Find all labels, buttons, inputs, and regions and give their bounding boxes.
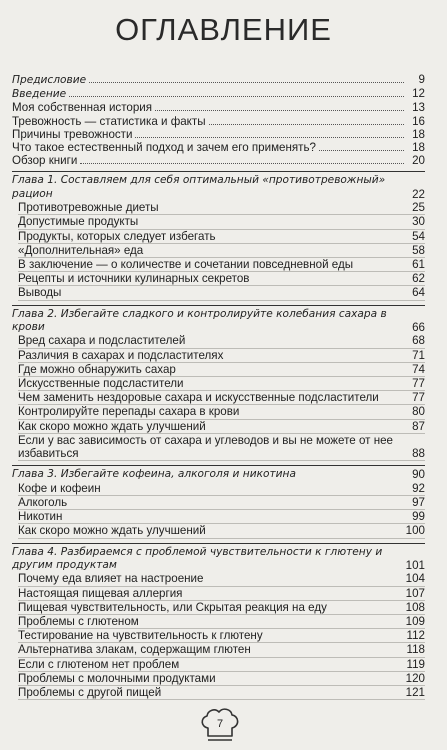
dot-leader bbox=[155, 110, 404, 111]
chapter-title: Глава 2. Избегайте сладкого и контролируйте колебания сахара в крови bbox=[12, 307, 387, 334]
chapter-block bbox=[12, 171, 425, 300]
entry-page: 120 bbox=[405, 671, 425, 685]
entry-page: 61 bbox=[412, 258, 425, 272]
entry-page: 77 bbox=[412, 377, 425, 391]
entry-page: 74 bbox=[412, 362, 425, 376]
entry-title: Рецепты и источники кулинарных секретов bbox=[18, 272, 250, 286]
toc-entry bbox=[18, 405, 425, 419]
toc-entry bbox=[18, 496, 425, 510]
toc-entry bbox=[18, 258, 425, 272]
toc-entry bbox=[18, 286, 425, 300]
chapter-heading bbox=[12, 308, 425, 335]
entry-title: «Дополнительная» еда bbox=[18, 243, 144, 257]
entry-page: 54 bbox=[412, 229, 425, 243]
entry-page: 16 bbox=[412, 114, 425, 128]
entry-page: 112 bbox=[406, 629, 425, 643]
toc-entry bbox=[18, 230, 425, 244]
toc-entry bbox=[12, 87, 425, 101]
entry-page: 64 bbox=[412, 286, 425, 300]
entry-title: Если у вас зависимость от сахара и углеводов и вы не можете от нее избавиться bbox=[18, 433, 393, 461]
chapter-page: 22 bbox=[412, 187, 425, 201]
table-of-contents bbox=[12, 73, 425, 700]
entry-page: 71 bbox=[412, 348, 425, 362]
entry-page: 97 bbox=[412, 495, 425, 509]
entry-title: Как скоро можно ждать улучшений bbox=[18, 524, 206, 538]
toc-entry bbox=[18, 201, 425, 215]
entry-page: 30 bbox=[412, 215, 425, 229]
entry-title: Предисловие bbox=[12, 74, 87, 86]
entry-page: 100 bbox=[405, 524, 425, 538]
entry-title: Моя собственная история bbox=[12, 101, 153, 115]
toc-entry bbox=[18, 587, 425, 601]
toc-entry bbox=[18, 601, 425, 615]
toc-entry bbox=[18, 349, 425, 363]
dot-leader bbox=[89, 82, 404, 83]
chapter-page: 101 bbox=[405, 558, 425, 572]
entry-title: Обзор книги bbox=[12, 154, 78, 168]
chapter-sections bbox=[18, 572, 425, 700]
chapter-title: Глава 1. Составляем для себя оптимальный «противотревожный» рацион bbox=[12, 174, 386, 200]
toc-entry bbox=[18, 391, 425, 405]
entry-page: 118 bbox=[406, 643, 425, 657]
page-number-badge bbox=[198, 706, 242, 746]
entry-page: 9 bbox=[418, 73, 425, 86]
entry-page: 109 bbox=[405, 614, 425, 628]
entry-page: 107 bbox=[405, 586, 425, 600]
toc-entry bbox=[12, 141, 425, 154]
chapter-sections bbox=[18, 334, 425, 461]
toc-entry bbox=[18, 377, 425, 391]
dot-leader bbox=[209, 124, 404, 125]
dot-leader bbox=[135, 137, 404, 138]
entry-page: 104 bbox=[405, 572, 425, 586]
entry-title: Выводы bbox=[18, 286, 62, 300]
entry-page: 12 bbox=[412, 87, 425, 101]
entry-title: Почему еда влияет на настроение bbox=[18, 572, 204, 586]
toc-entry bbox=[18, 524, 425, 538]
toc-entry bbox=[12, 128, 425, 141]
entry-page: 108 bbox=[405, 600, 425, 614]
chapter-sections bbox=[18, 482, 425, 539]
chapter-block bbox=[12, 543, 425, 701]
entry-title: Тревожность — статистика и факты bbox=[12, 114, 206, 128]
toc-entry bbox=[18, 572, 425, 586]
page-title: ОГЛАВЛЕНИЕ bbox=[115, 12, 332, 47]
entry-title: Допустимые продукты bbox=[18, 215, 139, 229]
entry-title: Проблемы с глютеном bbox=[18, 614, 139, 628]
entry-title: Проблемы с другой пищей bbox=[18, 685, 162, 699]
toc-entry bbox=[18, 615, 425, 629]
entry-page: 121 bbox=[405, 685, 425, 699]
entry-title: Алкоголь bbox=[18, 495, 68, 509]
entry-page: 119 bbox=[406, 657, 425, 671]
chapter-title: Глава 3. Избегайте кофеина, алкоголя и никотина bbox=[12, 468, 296, 481]
chapter-page: 90 bbox=[412, 468, 425, 482]
entry-page: 77 bbox=[412, 391, 425, 405]
toc-entry bbox=[18, 658, 425, 672]
entry-page: 25 bbox=[412, 201, 425, 215]
entry-page: 18 bbox=[412, 141, 425, 155]
toc-entry bbox=[12, 73, 425, 87]
chapter-heading bbox=[12, 468, 425, 481]
entry-page: 62 bbox=[412, 272, 425, 286]
chapter-title: Глава 4. Разбираемся с проблемой чувствительности к глютену и другим продуктам bbox=[12, 545, 383, 571]
entry-title: Тестирование на чувствительность к глютену bbox=[18, 629, 263, 643]
chapter-page: 66 bbox=[412, 321, 425, 335]
toc-entry bbox=[18, 272, 425, 286]
toc-entry bbox=[18, 643, 425, 657]
toc-entry bbox=[18, 686, 425, 700]
toc-entry bbox=[18, 482, 425, 496]
entry-title: Чем заменить нездоровые сахара и искусственные подсластители bbox=[18, 391, 379, 405]
entry-title: Проблемы с молочными продуктами bbox=[18, 671, 216, 685]
entry-page: 92 bbox=[412, 481, 425, 495]
entry-title: Никотин bbox=[18, 510, 63, 524]
entry-title: Причины тревожности bbox=[12, 127, 133, 141]
entry-page: 20 bbox=[412, 154, 425, 168]
entry-page: 88 bbox=[412, 447, 425, 461]
entry-page: 18 bbox=[412, 127, 425, 141]
chapter-block bbox=[12, 465, 425, 538]
entry-title: В заключение — о количестве и сочетании повседневной еды bbox=[18, 258, 354, 272]
dot-leader bbox=[80, 163, 404, 164]
toc-entry bbox=[18, 215, 425, 229]
entry-page: 87 bbox=[412, 419, 425, 433]
entry-page: 13 bbox=[412, 101, 425, 115]
entry-page: 99 bbox=[412, 510, 425, 524]
toc-entry bbox=[12, 154, 425, 167]
entry-title: Настоящая пищевая аллергия bbox=[18, 586, 183, 600]
toc-entry bbox=[18, 334, 425, 348]
toc-entry bbox=[18, 244, 425, 258]
entry-page: 68 bbox=[412, 334, 425, 348]
toc-entry bbox=[18, 363, 425, 377]
entry-page: 58 bbox=[412, 243, 425, 257]
toc-entry bbox=[18, 420, 425, 434]
chapter-heading bbox=[12, 174, 425, 201]
entry-title: Где можно обнаружить сахар bbox=[18, 362, 176, 376]
entry-title: Введение bbox=[12, 88, 67, 101]
dot-leader bbox=[69, 96, 404, 97]
toc-entry bbox=[12, 115, 425, 128]
page-number: 7 bbox=[216, 718, 224, 730]
chapter-heading bbox=[12, 546, 425, 573]
dot-leader bbox=[319, 150, 404, 151]
toc-entry bbox=[18, 672, 425, 686]
toc-entry bbox=[12, 101, 425, 114]
entry-title: Кофе и кофеин bbox=[18, 481, 101, 495]
entry-title: Различия в сахарах и подсластителях bbox=[18, 348, 224, 362]
toc-entry bbox=[18, 510, 425, 524]
entry-title: Если с глютеном нет проблем bbox=[18, 657, 180, 671]
entry-title: Контролируйте перепады сахара в крови bbox=[18, 405, 240, 419]
toc-entry bbox=[18, 434, 425, 461]
entry-title: Искусственные подсластители bbox=[18, 377, 184, 391]
entry-title: Продукты, которых следует избегать bbox=[18, 229, 216, 243]
entry-page: 80 bbox=[412, 405, 425, 419]
entry-title: Пищевая чувствительность, или Скрытая реакция на еду bbox=[18, 600, 327, 614]
entry-title: Что такое естественный подход и зачем его применять? bbox=[12, 141, 316, 155]
entry-title: Альтернатива злакам, содержащим глютен bbox=[18, 643, 251, 657]
chapter-block bbox=[12, 305, 425, 462]
toc-entry bbox=[18, 629, 425, 643]
entry-title: Вред сахара и подсластителей bbox=[18, 334, 186, 348]
chapter-sections bbox=[18, 201, 425, 300]
entry-title: Противотревожные диеты bbox=[18, 201, 159, 215]
entry-title: Как скоро можно ждать улучшений bbox=[18, 419, 206, 433]
